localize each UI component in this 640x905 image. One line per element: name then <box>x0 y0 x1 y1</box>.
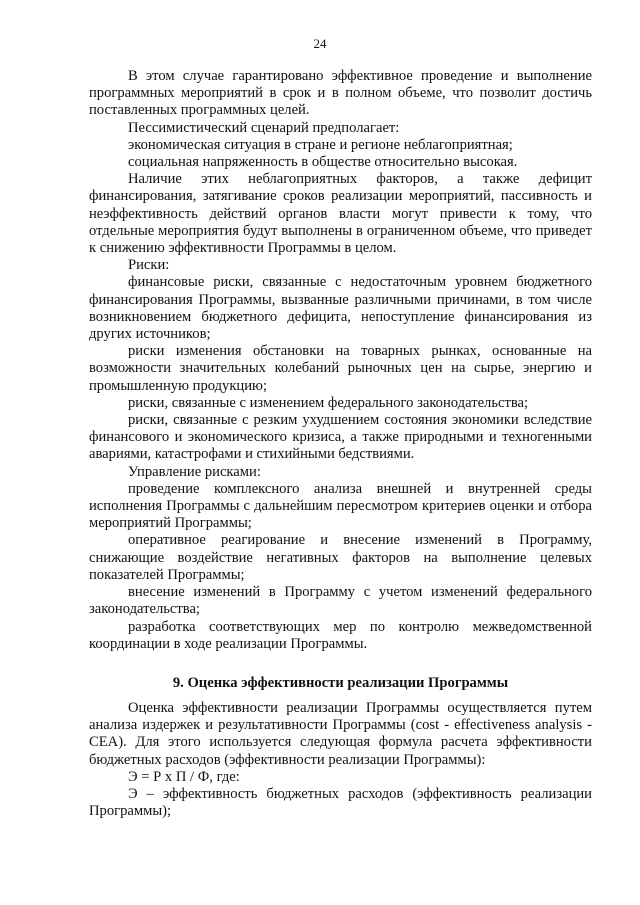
paragraph: Наличие этих неблагоприятных факторов, а также дефицит финансирования, затягивание сроков реализации мероприятий, пассивность и неэффективность действий органов власти могут привести к тому, что отдельные мероприятия будут выполнены в ограниченном объеме, что приведет к снижению эффективности Программы в целом. <box>89 171 592 257</box>
paragraph: Управление рисками: <box>128 463 261 480</box>
paragraph: социальная напряженность в обществе относительно высокая. <box>128 154 518 171</box>
page-number: 24 <box>313 36 327 51</box>
paragraph: риски изменения обстановки на товарных рынках, основанные на возможности значительных колебаний рыночных цен на сырье, энергию и промышленную продукцию; <box>89 343 592 394</box>
paragraph: В этом случае гарантировано эффективное проведение и выполнение программных мероприятий в срок и в полном объеме, что позволит достичь поставленных программных целей. <box>89 68 592 119</box>
paragraph: экономическая ситуация в стране и регионе неблагоприятная; <box>128 136 513 153</box>
paragraph: проведение комплексного анализа внешней и внутренней среды исполнения Программы с дальнейшим пересмотром критериев оценки и отбора мероприятий Программы; <box>89 480 592 532</box>
paragraph: риски, связанные с резким ухудшением состояния экономики вследствие финансового и экономического кризиса, а также природными и техногенными авариями, катастрофами и стихийными бедствиями. <box>89 412 592 463</box>
paragraph: финансовые риски, связанные с недостаточным уровнем бюджетного финансирования Программы, вызванные различными причинами, в том числе возникновением бюджетного дефицита, непоступление финансирования из других источников; <box>89 274 592 343</box>
paragraph: внесение изменений в Программу с учетом изменений федерального законодательства; <box>89 584 592 618</box>
paragraph: Риски: <box>128 257 170 274</box>
paragraph: риски, связанные с изменением федерального законодательства; <box>128 394 529 411</box>
section-heading: 9. Оценка эффективности реализации Программы <box>172 674 509 691</box>
formula: Э = Р х П / Ф, где: <box>128 768 240 785</box>
paragraph: Пессимистический сценарий предполагает: <box>128 119 400 136</box>
document-body <box>89 68 592 820</box>
paragraph: разработка соответствующих мер по контролю межведомственной координации в ходе реализации Программы. <box>89 618 592 652</box>
paragraph: Э – эффективность бюджетных расходов (эффективность реализации Программы); <box>89 785 592 820</box>
paragraph: оперативное реагирование и внесение изменений в Программу, снижающие воздействие негативных факторов на выполнение целевых показателей Программы; <box>89 532 592 583</box>
paragraph: Оценка эффективности реализации Программы осуществляется путем анализа издержек и результативности Программы (cost - effectiveness analysis - CEA). Для этого используется следующая формула расчета эффективности бюджетных расходов (эффективности реализации Программы): <box>89 699 592 768</box>
